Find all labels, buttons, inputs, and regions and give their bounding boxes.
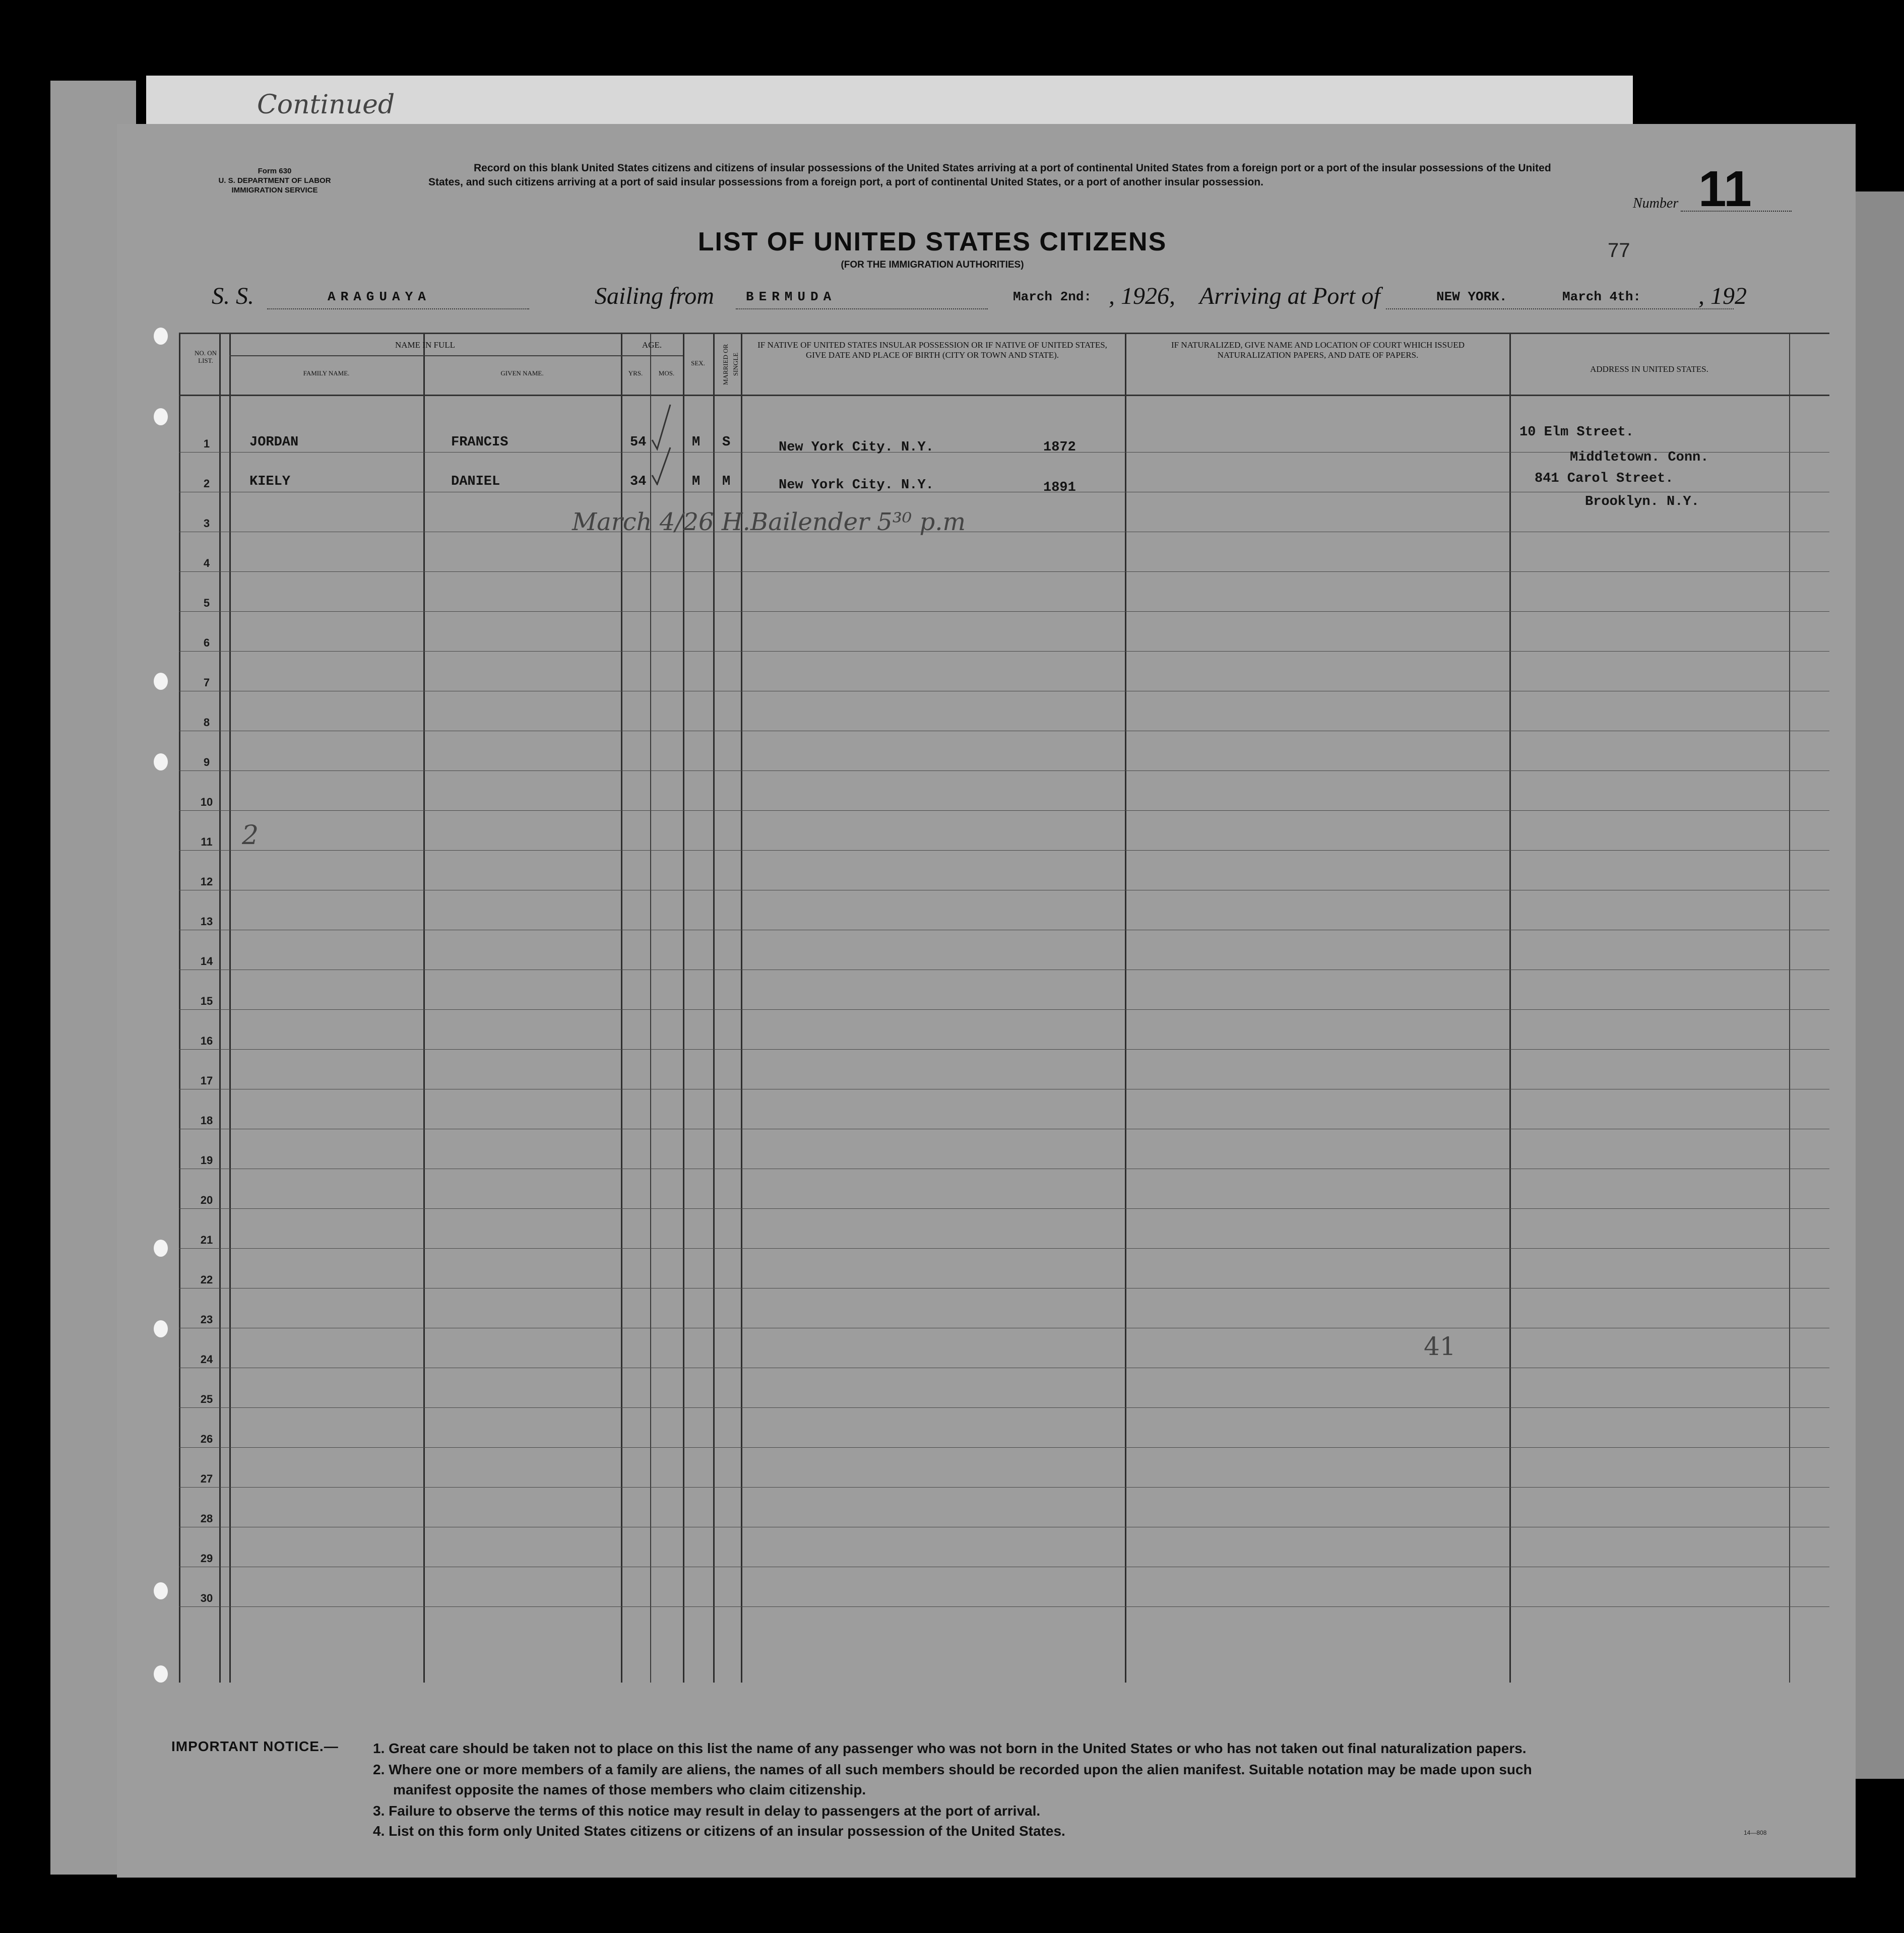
header-sex: SEX.: [691, 359, 705, 367]
row-number: 7: [203, 676, 210, 689]
notice-item-2: 2. Where one or more members of a family are aliens, the names of all such members should be recorded upon the alien manifest. Suitable notation may be made upon such: [373, 1762, 1532, 1777]
record-instructions: Record on this blank United States citizens and citizens of insular possessions of the United States arriving at a port of continental United States from a foreign port or a port of the insular possessions of the United States, and such citizens arriving at a port of said insular possessions from a foreign port, a port of continental United States, or a port of another insular possession.: [428, 162, 1551, 188]
row1-family-name: JORDAN: [249, 435, 299, 450]
to-port: NEW YORK.: [1436, 289, 1507, 304]
row-rule: [179, 770, 1829, 771]
row-number: 9: [203, 756, 210, 768]
row2-address-line1: 841 Carol Street.: [1535, 471, 1674, 486]
row-number: 28: [200, 1512, 213, 1525]
row-number: 29: [200, 1552, 213, 1565]
sailing-label: Sailing from: [595, 283, 714, 309]
from-port: BERMUDA: [746, 289, 837, 304]
notice-heading: IMPORTANT NOTICE.—: [171, 1738, 339, 1754]
header-married-or-single: MARRIED OR SINGLE: [722, 344, 739, 385]
row1-sex: M: [692, 435, 701, 450]
row2-address-line2: Brooklyn. N.Y.: [1585, 494, 1699, 509]
row-number: 16: [200, 1035, 213, 1047]
punch-hole: [154, 673, 168, 690]
arrival-year: , 192: [1698, 283, 1747, 309]
col-line: [683, 334, 684, 1683]
notice-item-3: 3. Failure to observe the terms of this notice may result in delay to passengers at the port of arrival.: [373, 1803, 1041, 1819]
header-family-name: FAMILY NAME.: [303, 369, 350, 377]
col-line: [741, 334, 742, 1683]
form-code: 14—808: [1744, 1829, 1767, 1836]
to-dots: [1386, 308, 1734, 309]
col-line: [1125, 334, 1126, 1683]
row1-marital: S: [722, 435, 731, 450]
stamp-77: 77: [1608, 239, 1630, 262]
row-rule: [179, 1487, 1829, 1488]
row-number: 30: [200, 1592, 213, 1604]
age-subline: [621, 355, 683, 356]
row-number: 13: [200, 915, 213, 928]
row-number: 24: [200, 1353, 213, 1366]
header-mos: MOS.: [658, 369, 675, 377]
row-number: 3: [203, 517, 210, 530]
row2-marital: M: [722, 474, 731, 489]
header-name-in-full: NAME IN FULL: [395, 340, 455, 350]
row-number: 20: [200, 1194, 213, 1206]
row-number: 11: [201, 835, 213, 848]
citizen-table: [179, 333, 1829, 1683]
name-subline: [229, 355, 621, 356]
arrival-date: March 4th:: [1562, 289, 1641, 304]
row-number: 21: [200, 1234, 213, 1246]
row-number: 25: [200, 1393, 213, 1405]
row-number: 19: [200, 1154, 213, 1167]
row-rule: [179, 1009, 1829, 1010]
notice-item-2-cont: manifest opposite the names of those members who claim citizenship.: [393, 1782, 866, 1797]
row-rule: [179, 810, 1829, 811]
punch-hole: [154, 753, 168, 770]
header-naturalized: IF NATURALIZED, GIVE NAME AND LOCATION OF COURT WHICH ISSUED NATURALIZATION PAPERS, AND DATE OF PAPERS.: [1171, 340, 1465, 360]
header-no-on-list: NO. ON LIST.: [194, 349, 217, 364]
row-number: 22: [200, 1273, 213, 1286]
form-number: Form 630: [258, 167, 292, 175]
department-name: U. S. DEPARTMENT OF LABOR: [218, 176, 331, 185]
header-address: ADDRESS IN UNITED STATES.: [1590, 364, 1708, 374]
punch-hole: [154, 408, 168, 425]
col-line: [1789, 334, 1790, 1683]
row2-sex: M: [692, 474, 701, 489]
row1-address-line1: 10 Elm Street.: [1519, 425, 1634, 440]
page-title: LIST OF UNITED STATES CITIZENS: [697, 227, 1167, 256]
row-rule: [179, 1447, 1829, 1448]
notice-item-4: 4. List on this form only United States citizens or citizens of an insular possession of the United States.: [373, 1823, 1065, 1839]
row1-birth-year: 1872: [1043, 440, 1076, 455]
row-number: 27: [200, 1472, 213, 1485]
row-rule: [179, 850, 1829, 851]
col-line: [713, 334, 715, 1683]
header-age: AGE.: [642, 340, 662, 350]
row2-age-yrs: 34: [630, 474, 647, 489]
number-underline: [1681, 211, 1792, 212]
ship-name: ARAGUAYA: [328, 289, 431, 304]
row-number: 17: [200, 1074, 213, 1087]
row-number: 12: [200, 875, 213, 888]
row-number: 14: [200, 955, 213, 968]
handwritten-tally: 2: [242, 820, 259, 851]
row1-birthplace: New York City. N.Y.: [779, 440, 934, 455]
col-line: [423, 334, 425, 1683]
row1-address-line2: Middletown. Conn.: [1570, 450, 1709, 465]
header-native-birth: IF NATIVE OF UNITED STATES INSULAR POSSESSION OR IF NATIVE OF UNITED STATES, GIVE DATE AND PLACE OF BIRTH (CITY OR TOWN AND STATE).: [757, 340, 1107, 360]
continued-annotation: Continued: [257, 90, 395, 120]
row-number: 4: [203, 557, 210, 569]
handwritten-inspection-note: March 4/26 H.Bailender 5³⁰ p.m: [572, 508, 966, 536]
punch-hole: [154, 1320, 168, 1337]
row-rule: [179, 1248, 1829, 1249]
arriving-label: Arriving at Port of: [1199, 283, 1380, 309]
row2-family-name: KIELY: [249, 474, 291, 489]
row-number: 15: [200, 995, 213, 1007]
header-yrs: YRS.: [628, 369, 643, 377]
from-dots: [736, 308, 988, 309]
col-line: [179, 334, 180, 1683]
page-subtitle: (FOR THE IMMIGRATION AUTHORITIES): [841, 260, 1024, 270]
header-given-name: GIVEN NAME.: [500, 369, 544, 377]
row-rule: [179, 1606, 1829, 1607]
punch-hole: [154, 328, 168, 345]
row1-given-name: FRANCIS: [451, 435, 509, 450]
row-number: 5: [203, 597, 210, 609]
row2-given-name: DANIEL: [451, 474, 500, 489]
punch-hole: [154, 1240, 168, 1257]
row-number: 1: [203, 437, 210, 450]
form-identifier: [192, 166, 358, 195]
list-number: 11: [1698, 161, 1752, 217]
row-rule: [179, 611, 1829, 612]
row-number: 2: [203, 477, 210, 490]
row-rule: [179, 1049, 1829, 1050]
row-number: 8: [203, 716, 210, 729]
row-rule: [179, 1208, 1829, 1209]
row1-age-yrs: 54: [630, 435, 647, 450]
row-number: 26: [200, 1433, 213, 1445]
row-number: 10: [200, 796, 213, 808]
row-rule: [179, 571, 1829, 572]
col-line: [621, 334, 622, 1683]
row-rule: [179, 651, 1829, 652]
notice-item-1: 1. Great care should be taken not to place on this list the name of any passenger who was not born in the United States or who has not taken out final naturalization papers.: [373, 1741, 1527, 1756]
col-line: [1509, 334, 1511, 1683]
col-line: [229, 334, 231, 1683]
ss-label: S. S.: [212, 283, 254, 309]
col-line: [219, 334, 221, 1683]
ship-dots: [267, 308, 529, 309]
departure-year: , 1926,: [1109, 283, 1175, 309]
row2-birth-year: 1891: [1043, 480, 1076, 495]
row-rule: [179, 1407, 1829, 1408]
col-line: [650, 334, 651, 1683]
punch-hole: [154, 1582, 168, 1599]
row2-birthplace: New York City. N.Y.: [779, 478, 934, 493]
row-number: 23: [200, 1313, 213, 1326]
number-label: Number: [1633, 196, 1679, 211]
voyage-line: [212, 282, 1774, 317]
header-separator: [179, 395, 1829, 396]
service-name: IMMIGRATION SERVICE: [231, 186, 318, 195]
page-mark: 41: [1424, 1332, 1456, 1361]
punch-hole: [154, 1665, 168, 1683]
row-number: 6: [203, 636, 210, 649]
departure-date: March 2nd:: [1013, 289, 1092, 304]
row-number: 18: [200, 1114, 213, 1127]
age-checkmarks: [650, 400, 680, 485]
